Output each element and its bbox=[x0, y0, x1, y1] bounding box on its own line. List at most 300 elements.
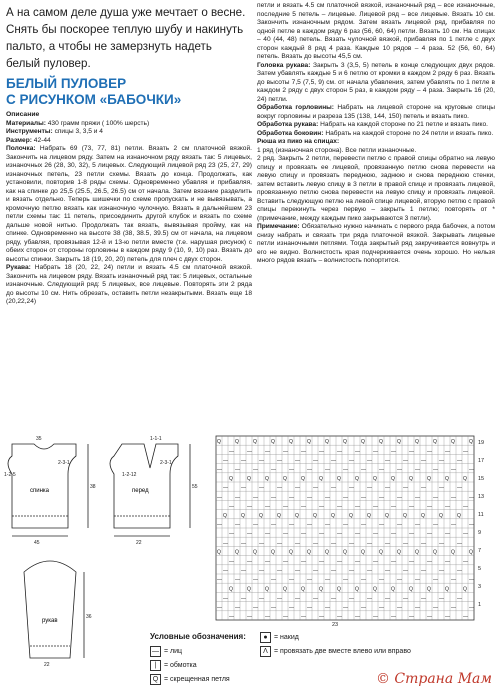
left-body-text: Описание Материалы: 430 грамм пряжи ( 100% шерсть) Инструменты: спицы 3, 3,5 и 4 Размер: 42-44 Полочка: Набрать 69 (73, 77, 81) петли. Вязать 2 см платочной вязкой. Закончить на лицевом ряду. Затем на изнаночном ряду вязать так: 5 лицевых, изнаночных 26 (28, 30, 32), 5 лицевых. Следующий лицевой ряд 23 (25, 27, 29) изнаночных петель, 23 петли схемы. Вязать до конца. Продолжать, как установили, повторив 1-8 ряды схемы. Одновременно убавляя и прибавляя, как на спинке до 25,5 (25.5, 26.5, 26.5) см от начала. Затем вязание разделить и вязать отдельно. Теперь шишечки по схеме пропускать и не вывязывать, а кромочную петлю вязать как изнаночную чулочную. Вязать в дальнейшем 23 петли схемы так: 11 петель, присоединить другой клубок и вязать по схеме дальше новой нитью. Продолжать так вязать, вывязывая пройму, как на спинке. Одновременно на высоте 38 (38, 38.5, 39.5) см от начала, на лицевом ряду, убавляя, провязывая 12-й и 13-ю петли вместе (т.е. нарушая рисунок) с обеих сторон от стороны горловины в каждом ряду 9 (10, 9, 10) раз. Вязать до высоты спинки. Закрыть 18 (19, 20, 20) петель для плеч с двух сторон. Рукава: Набрать 18 (20, 22, 24) петли и вязать 4.5 см платочной вязкой. Закончить на лицевом ряду. Вязать изнаночный ряд так: 5 лицевых, остальные изнаночные. Следующий ряд: 5 лицевых, все лицевые. Повторять эти 2 ряда до высоты 10 см. Нить обрезать, оставить петли незакрытыми. Вязать еще 18 (20,22,24) bbox=[6, 111, 252, 305]
grid-symbol: — bbox=[235, 604, 240, 611]
grid-symbol: Q bbox=[217, 439, 221, 446]
grid-symbol: — bbox=[397, 466, 402, 473]
crossed-stitch-icon: Q bbox=[150, 674, 161, 685]
grid-symbol: Q bbox=[295, 512, 299, 519]
knitting-chart bbox=[212, 432, 496, 627]
grid-symbol: — bbox=[397, 577, 402, 584]
grid-symbol: — bbox=[421, 568, 426, 574]
scheme-num: 45 bbox=[34, 540, 40, 546]
grid-symbol: — bbox=[349, 485, 354, 492]
grid-symbol: Q bbox=[283, 586, 287, 593]
grid-symbol: Q bbox=[265, 476, 269, 482]
grid-symbol: Q bbox=[313, 512, 317, 519]
grid-symbol: — bbox=[355, 531, 360, 538]
grid-symbol: Q bbox=[427, 476, 431, 482]
k2tog-icon: Λ bbox=[260, 646, 271, 657]
grid-symbol: — bbox=[379, 466, 384, 473]
grid-symbol: Q bbox=[433, 439, 437, 446]
grid-symbol: — bbox=[271, 466, 276, 473]
grid-symbol: Q bbox=[391, 586, 395, 593]
grid-symbol: — bbox=[415, 494, 420, 501]
grid-symbol: — bbox=[241, 457, 246, 464]
grid-symbol: Q bbox=[247, 586, 251, 593]
grid-symbol: — bbox=[301, 531, 306, 538]
grid-symbol: — bbox=[421, 540, 426, 547]
grid-symbol: Q bbox=[397, 439, 401, 446]
back-outline bbox=[8, 444, 76, 528]
grid-symbol: Q bbox=[421, 512, 425, 519]
grid-symbol: — bbox=[241, 595, 246, 602]
grid-symbol: Q bbox=[271, 439, 275, 446]
scheme-num: 55 bbox=[192, 484, 198, 490]
grid-symbol: — bbox=[247, 448, 252, 455]
grid-symbol: — bbox=[247, 503, 252, 510]
grid-symbol: — bbox=[253, 494, 258, 501]
grid-symbol: — bbox=[379, 604, 384, 611]
legend-item: | = обмотка bbox=[150, 660, 197, 671]
grid-symbol: — bbox=[433, 577, 438, 584]
grid-symbol: — bbox=[319, 531, 324, 538]
grid-symbol: — bbox=[229, 614, 234, 620]
grid-symbol: — bbox=[445, 448, 450, 455]
yarn-over-icon: ● bbox=[260, 632, 271, 643]
grid-symbol: — bbox=[343, 604, 348, 611]
grid-symbol: — bbox=[349, 595, 354, 602]
grid-symbol: — bbox=[295, 568, 300, 574]
grid-symbol: — bbox=[325, 494, 330, 501]
grid-symbol: — bbox=[223, 485, 228, 492]
grid-symbol: Q bbox=[229, 586, 233, 593]
grid-symbol: — bbox=[301, 503, 306, 510]
grid-symbol: — bbox=[361, 466, 366, 473]
grid-symbol: — bbox=[271, 522, 276, 528]
grid-symbol: — bbox=[301, 558, 306, 565]
legend-item: — = лиц bbox=[152, 648, 183, 655]
grid-symbol: — bbox=[283, 531, 288, 538]
grid-symbol: — bbox=[253, 604, 258, 611]
grid-symbol: — bbox=[241, 485, 246, 492]
grid-symbol: — bbox=[271, 604, 276, 611]
grid-symbol: Q bbox=[235, 439, 239, 446]
grid-symbol: — bbox=[295, 540, 300, 547]
grid-symbol: Q bbox=[361, 549, 365, 556]
grid-symbol: — bbox=[469, 577, 474, 584]
grid-symbol: — bbox=[235, 494, 240, 501]
grid-symbol: — bbox=[283, 503, 288, 510]
grid-symbol: — bbox=[463, 503, 468, 510]
grid-symbol: Q bbox=[253, 439, 257, 446]
grid-symbol: — bbox=[463, 558, 468, 565]
grid-symbol: Q bbox=[463, 476, 467, 482]
grid-symbol: — bbox=[259, 457, 264, 464]
grid-symbol: Q bbox=[427, 586, 431, 593]
grid-symbol: — bbox=[451, 522, 456, 528]
grid-symbol: — bbox=[409, 448, 414, 455]
grid-symbol: — bbox=[457, 485, 462, 492]
scheme-num: 38 bbox=[90, 484, 96, 490]
grid-symbol: — bbox=[391, 448, 396, 455]
grid-symbol: Q bbox=[301, 476, 305, 482]
grid-symbol: — bbox=[217, 522, 222, 528]
grid-symbol: — bbox=[421, 457, 426, 464]
grid-symbol: Q bbox=[307, 439, 311, 446]
grid-symbol: Q bbox=[433, 549, 437, 556]
grid-symbol: — bbox=[469, 466, 474, 473]
grid-symbol: — bbox=[307, 604, 312, 611]
col-label: 23 bbox=[332, 622, 339, 627]
grid-symbol: — bbox=[283, 448, 288, 455]
back-label: спинка bbox=[30, 488, 50, 494]
grid-symbol: — bbox=[469, 494, 474, 501]
grid-symbol: — bbox=[319, 503, 324, 510]
grid-symbol: — bbox=[277, 540, 282, 547]
grid-symbol: — bbox=[229, 558, 234, 565]
grid-symbol: — bbox=[241, 568, 246, 574]
grid-symbol: Q bbox=[349, 512, 353, 519]
grid-symbol: — bbox=[451, 604, 456, 611]
grid-symbol: — bbox=[247, 614, 252, 620]
grid-symbol: — bbox=[331, 568, 336, 574]
grid-symbol: — bbox=[349, 457, 354, 464]
grid-symbol: Q bbox=[247, 476, 251, 482]
grid-symbol: — bbox=[229, 448, 234, 455]
grid-symbol: — bbox=[415, 466, 420, 473]
grid-symbol: — bbox=[325, 522, 330, 528]
grid-symbol: — bbox=[409, 503, 414, 510]
grid-symbol: Q bbox=[307, 549, 311, 556]
grid-symbol: Q bbox=[271, 549, 275, 556]
grid-symbol: — bbox=[379, 522, 384, 528]
row-number: 17 bbox=[478, 458, 485, 464]
grid-symbol: — bbox=[277, 485, 282, 492]
grid-symbol: Q bbox=[397, 549, 401, 556]
grid-symbol: — bbox=[343, 494, 348, 501]
grid-symbol: — bbox=[259, 568, 264, 574]
grid-symbol: — bbox=[343, 466, 348, 473]
grid-symbol: — bbox=[457, 568, 462, 574]
grid-symbol: — bbox=[445, 558, 450, 565]
grid-symbol: Q bbox=[409, 476, 413, 482]
grid-symbol: — bbox=[313, 457, 318, 464]
legend-item: Q = скрещенная петля bbox=[150, 674, 230, 685]
grid-symbol: — bbox=[415, 577, 420, 584]
grid-symbol: — bbox=[427, 558, 432, 565]
grid-symbol: — bbox=[409, 558, 414, 565]
legend-item: Λ = провязать две вместе влево или вправо bbox=[260, 646, 411, 657]
grid-symbol: — bbox=[373, 558, 378, 565]
grid-symbol: — bbox=[415, 604, 420, 611]
row-number: 19 bbox=[478, 440, 485, 446]
grid-symbol: — bbox=[331, 457, 336, 464]
grid-symbol: — bbox=[289, 604, 294, 611]
sleeve-outline bbox=[24, 561, 76, 658]
left-column bbox=[6, 4, 252, 307]
grid-symbol: — bbox=[385, 595, 390, 602]
grid-symbol: — bbox=[229, 503, 234, 510]
grid-symbol: Q bbox=[403, 512, 407, 519]
grid-symbol: Q bbox=[469, 439, 473, 446]
grid-symbol: — bbox=[229, 531, 234, 538]
grid-symbol: Q bbox=[229, 476, 233, 482]
scheme-num: 2-3-1 bbox=[58, 460, 70, 466]
grid-symbol: Q bbox=[319, 476, 323, 482]
grid-symbol: — bbox=[427, 503, 432, 510]
grid-symbol: — bbox=[451, 494, 456, 501]
watermark: © Страна Мам bbox=[375, 671, 492, 687]
grid-symbol: Q bbox=[325, 439, 329, 446]
grid-symbol: — bbox=[253, 577, 258, 584]
grid-symbol: — bbox=[223, 568, 228, 574]
grid-symbol: — bbox=[379, 577, 384, 584]
grid-symbol: Q bbox=[331, 512, 335, 519]
grid-symbol: Q bbox=[373, 476, 377, 482]
grid-symbol: — bbox=[217, 494, 222, 501]
grid-symbol: — bbox=[259, 540, 264, 547]
grid-symbol: — bbox=[307, 466, 312, 473]
grid-symbol: — bbox=[295, 595, 300, 602]
grid-symbol: — bbox=[403, 485, 408, 492]
grid-symbol: — bbox=[433, 604, 438, 611]
grid-symbol: — bbox=[361, 494, 366, 501]
grid-symbol: — bbox=[445, 614, 450, 620]
grid-symbol: Q bbox=[391, 476, 395, 482]
grid-symbol: — bbox=[385, 568, 390, 574]
scheme-num: 1-2-5 bbox=[4, 472, 16, 478]
grid-symbol: — bbox=[451, 466, 456, 473]
grid-symbol: — bbox=[235, 522, 240, 528]
grid-symbol: — bbox=[277, 568, 282, 574]
right-column: петли и вязать 4.5 см платочной вязкой, изнаночный ряд – все изнаночные, последние 5 петель – лицевые. Лицевой ряд – все лицевые. Вязать 10 см. Закончить изнаночным рядом. Затем вязать лицевой ряд, прибавляя по одной петле в каждом ряду 6 раз (56, 60, 64) петли. Вязать 10 см. На спицах – 40 (44, 48) петель. Вязать чулочной вязкой, прибавляя по 1 петле с двух сторон каждый 8 ряд 4 раза. Каждые 10 рядов – 4 раза. 52 (56, 60, 64) петель. Вязать до высоты 45,5 см. Головка рукава: Закрыть 3 (3,5, 5) петель в конце следующих двух рядов. Затем убавлять каждые 5 и 6 петлю от кромки в каждом 2 ряду 6 раз. Вязать до высоты 7,5 (7,5, 9) см. от начала убавления, затем убавлять по 1 петле в каждом 2 ряду с двух сторон 5 раз, в каждом ряду – 4 раза. Закрыть 16 (20, 24) петли. Обработка горловины: Набрать на лицевой стороне на круговые спицы вокруг горловины и разреза 135 (138, 144, 150) петель и вязать пико. Обработка рукава: Набрать на каждой стороне по 21 петле и вязать пико. Обработка боковин: Набрать на каждой стороне по 24 петли и вязать пико. Рюша из пико на спицах: 1 ряд (изнаночная сторона). Все петли изнаночные. 2 ряд. Закрыть 2 петли, перевести петлю с правой спицы обратно на левую спицу и провязать ее лицевой, провязанную петлю снова перевести на левую спицу и провязать переднюю, заднюю и снова переднюю стенки, затем вставить левую спицу в 3 петли в правой спице и провязать лицевой, провязанную петлю снова перевести на левую спицу и провязать лицевой. Вставить следующую петлю на левой спице лицевой, вторую петлю с правой спицы перекинуть через первую – закрыть 1 петлю; повторять от * (примечание, между каждым пико закрываются 3 петли). Примечание: Обязательно нужно начинать с первого ряда бабочек, а потом снизу набрать и связать три ряда платочной вязкой. Закрывать лицевые петли изнаночными петлями. Тогда закрытый ряд закручивается вовнутрь и его не видно. Волнистость края подчеркивается очень хорошо. Но нельзя много рядов вязать – волнистость попортится. bbox=[257, 2, 495, 264]
grid-symbol: — bbox=[439, 485, 444, 492]
grid-symbol: — bbox=[319, 558, 324, 565]
scheme-num: 22 bbox=[136, 540, 142, 546]
grid-symbol: — bbox=[361, 577, 366, 584]
grid-symbol: Q bbox=[241, 512, 245, 519]
grid-symbol: — bbox=[373, 614, 378, 620]
grid-symbol: — bbox=[343, 522, 348, 528]
grid-symbol: Q bbox=[415, 439, 419, 446]
grid-symbol: — bbox=[271, 494, 276, 501]
grid-symbol: Q bbox=[469, 549, 473, 556]
grid-symbol: — bbox=[265, 558, 270, 565]
grid-symbol: Q bbox=[283, 476, 287, 482]
grid-symbol: — bbox=[217, 577, 222, 584]
grid-symbol: — bbox=[337, 531, 342, 538]
grid-symbol: — bbox=[241, 540, 246, 547]
grid-symbol: — bbox=[391, 558, 396, 565]
grid-symbol: — bbox=[265, 448, 270, 455]
grid-symbol: Q bbox=[445, 586, 449, 593]
legend-title: Условные обозначения: bbox=[150, 632, 246, 641]
grid-symbol: — bbox=[319, 614, 324, 620]
grid-symbol: — bbox=[367, 485, 372, 492]
row-number: 9 bbox=[478, 530, 482, 536]
grid-symbol: — bbox=[457, 540, 462, 547]
grid-symbol: — bbox=[367, 595, 372, 602]
grid-symbol: — bbox=[235, 466, 240, 473]
grid-symbol: — bbox=[391, 614, 396, 620]
grid-symbol: Q bbox=[325, 549, 329, 556]
grid-symbol: — bbox=[253, 466, 258, 473]
grid-symbol: Q bbox=[463, 586, 467, 593]
grid-symbol: — bbox=[337, 558, 342, 565]
grid-symbol: — bbox=[319, 448, 324, 455]
grid-symbol: — bbox=[277, 457, 282, 464]
row-number: 5 bbox=[478, 566, 482, 572]
grid-symbol: — bbox=[265, 531, 270, 538]
grid-symbol: Q bbox=[253, 549, 257, 556]
grid-symbol: — bbox=[331, 540, 336, 547]
grid-symbol: — bbox=[331, 485, 336, 492]
grid-symbol: — bbox=[439, 540, 444, 547]
grid-symbol: — bbox=[427, 448, 432, 455]
grid-symbol: — bbox=[325, 466, 330, 473]
grid-symbol: — bbox=[469, 604, 474, 611]
grid-symbol: — bbox=[307, 494, 312, 501]
grid-symbol: — bbox=[367, 540, 372, 547]
grid-symbol: — bbox=[283, 614, 288, 620]
grid-symbol: — bbox=[397, 604, 402, 611]
grid-symbol: — bbox=[265, 503, 270, 510]
grid-symbol: — bbox=[421, 485, 426, 492]
grid-symbol: — bbox=[337, 614, 342, 620]
grid-symbol: — bbox=[271, 577, 276, 584]
grid-symbol: Q bbox=[355, 586, 359, 593]
grid-symbol: — bbox=[235, 577, 240, 584]
grid-symbol: — bbox=[349, 568, 354, 574]
grid-symbol: — bbox=[457, 595, 462, 602]
grid-symbol: Q bbox=[319, 586, 323, 593]
grid-symbol: — bbox=[391, 503, 396, 510]
grid-symbol: — bbox=[217, 604, 222, 611]
grid-symbol: — bbox=[439, 568, 444, 574]
grid-symbol: — bbox=[337, 448, 342, 455]
grid-symbol: — bbox=[223, 540, 228, 547]
grid-symbol: — bbox=[247, 531, 252, 538]
grid-symbol: — bbox=[397, 494, 402, 501]
grid-symbol: — bbox=[427, 531, 432, 538]
grid-symbol: — bbox=[325, 577, 330, 584]
intro-text: А на самом деле душа уже мечтает о весне. Снять бы поскорее теплую шубу и накинуть пальто, а чтобы не замерзнуть надеть белый пуловер. bbox=[6, 6, 246, 70]
grid-symbol: — bbox=[361, 604, 366, 611]
grid-symbol: — bbox=[343, 577, 348, 584]
scheme-num: 35 bbox=[36, 436, 42, 442]
grid-symbol: Q bbox=[379, 549, 383, 556]
grid-symbol: — bbox=[355, 558, 360, 565]
grid-symbol: Q bbox=[217, 549, 221, 556]
knit-symbol-icon: — bbox=[152, 648, 159, 655]
grid-symbol: — bbox=[445, 531, 450, 538]
grid-symbol: — bbox=[433, 494, 438, 501]
grid-symbol: — bbox=[463, 531, 468, 538]
grid-symbol: — bbox=[403, 568, 408, 574]
wrap-symbol-icon: | bbox=[150, 660, 161, 671]
grid-symbol: — bbox=[307, 577, 312, 584]
grid-symbol: Q bbox=[409, 586, 413, 593]
grid-symbol: Q bbox=[301, 586, 305, 593]
grid-symbol: — bbox=[253, 522, 258, 528]
grid-symbol: — bbox=[295, 485, 300, 492]
grid-symbol: — bbox=[409, 614, 414, 620]
grid-symbol: — bbox=[439, 457, 444, 464]
row-number: 7 bbox=[478, 548, 482, 554]
grid-symbol: Q bbox=[451, 549, 455, 556]
grid-symbol: — bbox=[433, 522, 438, 528]
article-title: БЕЛЫЙ ПУЛОВЕР С РИСУНКОМ «БАБОЧКИ» bbox=[6, 76, 182, 107]
grid-symbol: — bbox=[373, 503, 378, 510]
grid-symbol: — bbox=[313, 540, 318, 547]
grid-symbol: Q bbox=[235, 549, 239, 556]
grid-symbol: Q bbox=[439, 512, 443, 519]
scheme-num: 2-3-1 bbox=[160, 460, 172, 466]
grid-symbol: — bbox=[367, 457, 372, 464]
grid-symbol: Q bbox=[367, 512, 371, 519]
grid-symbol: — bbox=[259, 595, 264, 602]
grid-symbol: — bbox=[463, 614, 468, 620]
grid-symbol: — bbox=[367, 568, 372, 574]
grid-symbol: Q bbox=[355, 476, 359, 482]
row-number: 1 bbox=[478, 602, 482, 608]
grid-symbol: — bbox=[445, 503, 450, 510]
grid-symbol: — bbox=[457, 457, 462, 464]
grid-symbol: — bbox=[325, 604, 330, 611]
grid-symbol: — bbox=[451, 577, 456, 584]
grid-symbol: Q bbox=[289, 549, 293, 556]
grid-symbol: Q bbox=[337, 476, 341, 482]
grid-symbol: Q bbox=[445, 476, 449, 482]
grid-symbol: — bbox=[331, 595, 336, 602]
front-label: перед bbox=[132, 488, 149, 494]
grid-symbol: — bbox=[403, 457, 408, 464]
grid-symbol: Q bbox=[373, 586, 377, 593]
scheme-num: 1-2-12 bbox=[122, 472, 137, 478]
scheme-num: 1-1-1 bbox=[150, 436, 162, 442]
grid-symbol: — bbox=[289, 577, 294, 584]
grid-symbol: — bbox=[301, 448, 306, 455]
grid-symbol: — bbox=[283, 558, 288, 565]
grid-symbol: — bbox=[355, 503, 360, 510]
grid-symbol: — bbox=[403, 540, 408, 547]
grid-symbol: — bbox=[337, 503, 342, 510]
grid-symbol: Q bbox=[343, 439, 347, 446]
grid-symbol: — bbox=[355, 448, 360, 455]
scheme-num: 22 bbox=[44, 662, 50, 668]
grid-symbol: Q bbox=[223, 512, 227, 519]
grid-symbol: Q bbox=[361, 439, 365, 446]
grid-symbol: — bbox=[223, 595, 228, 602]
grid-symbol: — bbox=[265, 614, 270, 620]
grid-symbol: — bbox=[289, 522, 294, 528]
front-outline bbox=[110, 444, 178, 528]
grid-symbol: — bbox=[247, 558, 252, 565]
grid-symbol: — bbox=[223, 457, 228, 464]
grid-symbol: — bbox=[421, 595, 426, 602]
grid-symbol: — bbox=[385, 485, 390, 492]
grid-symbol: — bbox=[415, 522, 420, 528]
grid-symbol: Q bbox=[277, 512, 281, 519]
grid-symbol: — bbox=[385, 457, 390, 464]
grid-symbol: — bbox=[409, 531, 414, 538]
grid-symbol: — bbox=[307, 522, 312, 528]
grid-symbol: Q bbox=[289, 439, 293, 446]
grid-symbol: — bbox=[439, 595, 444, 602]
grid-symbol: — bbox=[259, 485, 264, 492]
grid-symbol: Q bbox=[337, 586, 341, 593]
grid-symbol: Q bbox=[457, 512, 461, 519]
grid-symbol: — bbox=[391, 531, 396, 538]
grid-symbol: Q bbox=[415, 549, 419, 556]
grid-symbol: Q bbox=[259, 512, 263, 519]
